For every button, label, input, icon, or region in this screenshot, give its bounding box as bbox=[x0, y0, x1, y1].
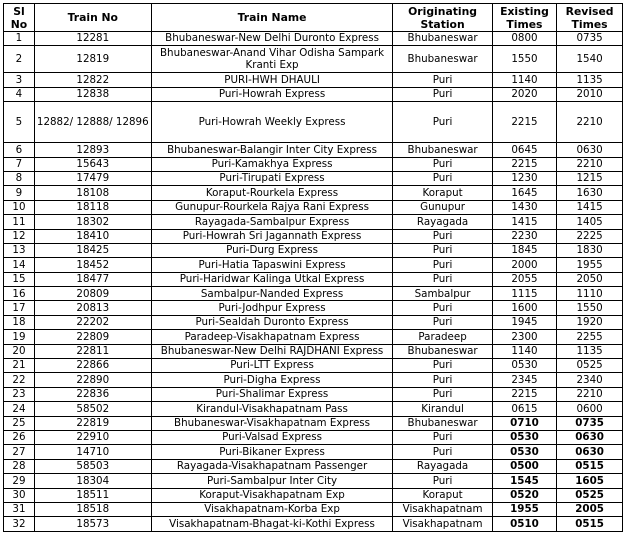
cell-train-no: 22819 bbox=[34, 416, 151, 430]
cell-sl-no: 32 bbox=[4, 517, 35, 531]
table-row bbox=[4, 430, 623, 444]
cell-existing-time: 1645 bbox=[492, 186, 556, 200]
cell-train-name: Puri-Sealdah Duronto Express bbox=[151, 315, 393, 329]
cell-train-no: 12819 bbox=[34, 46, 151, 73]
cell-train-name: Bhubaneswar-Anand Vihar Odisha Sampark Kranti Exp bbox=[151, 46, 393, 73]
cell-originating-station: Puri bbox=[393, 315, 492, 329]
table-row bbox=[4, 502, 623, 516]
cell-train-name: Puri-Tirupati Express bbox=[151, 171, 393, 185]
table-row bbox=[4, 73, 623, 87]
cell-revised-time: 0600 bbox=[557, 402, 623, 416]
cell-train-no: 58503 bbox=[34, 459, 151, 473]
cell-sl-no: 7 bbox=[4, 157, 35, 171]
cell-train-name: Koraput-Rourkela Express bbox=[151, 186, 393, 200]
cell-existing-time: 2300 bbox=[492, 330, 556, 344]
cell-revised-time: 1920 bbox=[557, 315, 623, 329]
cell-originating-station: Bhubaneswar bbox=[393, 344, 492, 358]
cell-existing-time: 1600 bbox=[492, 301, 556, 315]
cell-revised-time: 2210 bbox=[557, 102, 623, 143]
cell-originating-station: Koraput bbox=[393, 488, 492, 502]
cell-sl-no: 16 bbox=[4, 287, 35, 301]
cell-existing-time: 2230 bbox=[492, 229, 556, 243]
cell-existing-time: 1955 bbox=[492, 502, 556, 516]
cell-train-name: Puri-Jodhpur Express bbox=[151, 301, 393, 315]
cell-existing-time: 1845 bbox=[492, 243, 556, 257]
cell-train-name: Koraput-Visakhapatnam Exp bbox=[151, 488, 393, 502]
cell-sl-no: 6 bbox=[4, 143, 35, 157]
cell-train-no: 18118 bbox=[34, 200, 151, 214]
table-row bbox=[4, 87, 623, 101]
cell-train-name: PURI-HWH DHAULI bbox=[151, 73, 393, 87]
cell-originating-station: Puri bbox=[393, 229, 492, 243]
cell-sl-no: 8 bbox=[4, 171, 35, 185]
table-row bbox=[4, 459, 623, 473]
cell-train-name: Puri-Haridwar Kalinga Utkal Express bbox=[151, 272, 393, 286]
cell-train-no: 18573 bbox=[34, 517, 151, 531]
table-row bbox=[4, 200, 623, 214]
cell-existing-time: 1115 bbox=[492, 287, 556, 301]
cell-existing-time: 0520 bbox=[492, 488, 556, 502]
cell-sl-no: 1 bbox=[4, 32, 35, 46]
table-row bbox=[4, 315, 623, 329]
table-row bbox=[4, 416, 623, 430]
table-row bbox=[4, 301, 623, 315]
cell-revised-time: 2340 bbox=[557, 373, 623, 387]
table-row bbox=[4, 344, 623, 358]
cell-train-name: Rayagada-Visakhapatnam Passenger bbox=[151, 459, 393, 473]
cell-existing-time: 2215 bbox=[492, 387, 556, 401]
table-row bbox=[4, 445, 623, 459]
cell-existing-time: 0800 bbox=[492, 32, 556, 46]
cell-sl-no: 13 bbox=[4, 243, 35, 257]
cell-revised-time: 0630 bbox=[557, 430, 623, 444]
cell-train-no: 22910 bbox=[34, 430, 151, 444]
header-row bbox=[4, 4, 623, 32]
cell-train-no: 17479 bbox=[34, 171, 151, 185]
cell-train-name: Visakhapatnam-Korba Exp bbox=[151, 502, 393, 516]
header-revised-times: Revised Times bbox=[557, 4, 623, 32]
cell-sl-no: 25 bbox=[4, 416, 35, 430]
cell-train-no: 18410 bbox=[34, 229, 151, 243]
table-row bbox=[4, 186, 623, 200]
cell-sl-no: 31 bbox=[4, 502, 35, 516]
cell-revised-time: 0735 bbox=[557, 416, 623, 430]
cell-sl-no: 11 bbox=[4, 215, 35, 229]
cell-originating-station: Gunupur bbox=[393, 200, 492, 214]
cell-train-name: Puri-Digha Express bbox=[151, 373, 393, 387]
cell-train-no: 18108 bbox=[34, 186, 151, 200]
cell-revised-time: 0515 bbox=[557, 517, 623, 531]
table-row bbox=[4, 171, 623, 185]
cell-sl-no: 12 bbox=[4, 229, 35, 243]
table-row bbox=[4, 229, 623, 243]
cell-existing-time: 0645 bbox=[492, 143, 556, 157]
cell-originating-station: Puri bbox=[393, 373, 492, 387]
cell-revised-time: 2050 bbox=[557, 272, 623, 286]
cell-existing-time: 1430 bbox=[492, 200, 556, 214]
table-row bbox=[4, 102, 623, 143]
cell-train-name: Puri-Howrah Weekly Express bbox=[151, 102, 393, 143]
cell-train-name: Puri-Sambalpur Inter City bbox=[151, 474, 393, 488]
cell-revised-time: 0525 bbox=[557, 488, 623, 502]
cell-originating-station: Puri bbox=[393, 73, 492, 87]
cell-sl-no: 18 bbox=[4, 315, 35, 329]
cell-revised-time: 1135 bbox=[557, 344, 623, 358]
cell-existing-time: 1230 bbox=[492, 171, 556, 185]
cell-train-no: 12281 bbox=[34, 32, 151, 46]
cell-revised-time: 0525 bbox=[557, 359, 623, 373]
table-row bbox=[4, 46, 623, 73]
cell-originating-station: Koraput bbox=[393, 186, 492, 200]
cell-originating-station: Puri bbox=[393, 301, 492, 315]
cell-train-name: Gunupur-Rourkela Rajya Rani Express bbox=[151, 200, 393, 214]
cell-sl-no: 21 bbox=[4, 359, 35, 373]
cell-train-name: Puri-Howrah Express bbox=[151, 87, 393, 101]
cell-revised-time: 1215 bbox=[557, 171, 623, 185]
table-row bbox=[4, 373, 623, 387]
cell-sl-no: 24 bbox=[4, 402, 35, 416]
cell-train-no: 18425 bbox=[34, 243, 151, 257]
cell-train-no: 18452 bbox=[34, 258, 151, 272]
cell-sl-no: 29 bbox=[4, 474, 35, 488]
cell-sl-no: 2 bbox=[4, 46, 35, 73]
table-row bbox=[4, 330, 623, 344]
cell-existing-time: 0530 bbox=[492, 359, 556, 373]
cell-originating-station: Visakhapatnam bbox=[393, 517, 492, 531]
cell-existing-time: 1415 bbox=[492, 215, 556, 229]
header-train-no: Train No bbox=[34, 4, 151, 32]
cell-originating-station: Puri bbox=[393, 445, 492, 459]
cell-train-name: Puri-Shalimar Express bbox=[151, 387, 393, 401]
table-row bbox=[4, 143, 623, 157]
cell-originating-station: Puri bbox=[393, 387, 492, 401]
header-train-name: Train Name bbox=[151, 4, 393, 32]
cell-train-name: Puri-Hatia Tapaswini Express bbox=[151, 258, 393, 272]
cell-sl-no: 14 bbox=[4, 258, 35, 272]
cell-originating-station: Paradeep bbox=[393, 330, 492, 344]
cell-originating-station: Puri bbox=[393, 243, 492, 257]
cell-sl-no: 27 bbox=[4, 445, 35, 459]
table-row bbox=[4, 215, 623, 229]
cell-originating-station: Puri bbox=[393, 171, 492, 185]
cell-originating-station: Puri bbox=[393, 272, 492, 286]
cell-revised-time: 1405 bbox=[557, 215, 623, 229]
cell-train-name: Bhubaneswar-Visakhapatnam Express bbox=[151, 416, 393, 430]
cell-revised-time: 2005 bbox=[557, 502, 623, 516]
cell-existing-time: 2215 bbox=[492, 157, 556, 171]
cell-train-name: Paradeep-Visakhapatnam Express bbox=[151, 330, 393, 344]
cell-originating-station: Puri bbox=[393, 359, 492, 373]
cell-sl-no: 10 bbox=[4, 200, 35, 214]
cell-revised-time: 0735 bbox=[557, 32, 623, 46]
cell-revised-time: 1605 bbox=[557, 474, 623, 488]
cell-sl-no: 17 bbox=[4, 301, 35, 315]
cell-sl-no: 26 bbox=[4, 430, 35, 444]
cell-originating-station: Rayagada bbox=[393, 215, 492, 229]
cell-train-name: Sambalpur-Nanded Express bbox=[151, 287, 393, 301]
cell-train-name: Puri-LTT Express bbox=[151, 359, 393, 373]
cell-train-name: Bhubaneswar-Balangir Inter City Express bbox=[151, 143, 393, 157]
table-row bbox=[4, 243, 623, 257]
cell-existing-time: 1140 bbox=[492, 344, 556, 358]
cell-revised-time: 2225 bbox=[557, 229, 623, 243]
table-row bbox=[4, 402, 623, 416]
cell-originating-station: Bhubaneswar bbox=[393, 46, 492, 73]
cell-train-no: 12893 bbox=[34, 143, 151, 157]
cell-originating-station: Puri bbox=[393, 474, 492, 488]
cell-sl-no: 19 bbox=[4, 330, 35, 344]
cell-existing-time: 2020 bbox=[492, 87, 556, 101]
cell-sl-no: 5 bbox=[4, 102, 35, 143]
cell-train-no: 22811 bbox=[34, 344, 151, 358]
cell-originating-station: Puri bbox=[393, 258, 492, 272]
train-timings-table bbox=[3, 3, 623, 532]
cell-revised-time: 1135 bbox=[557, 73, 623, 87]
cell-existing-time: 1545 bbox=[492, 474, 556, 488]
cell-sl-no: 28 bbox=[4, 459, 35, 473]
cell-train-no: 18511 bbox=[34, 488, 151, 502]
cell-originating-station: Puri bbox=[393, 87, 492, 101]
table-row bbox=[4, 287, 623, 301]
cell-existing-time: 0615 bbox=[492, 402, 556, 416]
cell-existing-time: 0500 bbox=[492, 459, 556, 473]
table-row bbox=[4, 387, 623, 401]
cell-existing-time: 0530 bbox=[492, 445, 556, 459]
table-row bbox=[4, 488, 623, 502]
cell-sl-no: 15 bbox=[4, 272, 35, 286]
cell-revised-time: 1415 bbox=[557, 200, 623, 214]
cell-existing-time: 0510 bbox=[492, 517, 556, 531]
cell-train-name: Puri-Bikaner Express bbox=[151, 445, 393, 459]
cell-train-name: Bhubaneswar-New Delhi Duronto Express bbox=[151, 32, 393, 46]
cell-existing-time: 2215 bbox=[492, 102, 556, 143]
cell-train-no: 22866 bbox=[34, 359, 151, 373]
cell-revised-time: 2210 bbox=[557, 387, 623, 401]
header-sl-no: Sl No bbox=[4, 4, 35, 32]
cell-originating-station: Bhubaneswar bbox=[393, 32, 492, 46]
cell-sl-no: 3 bbox=[4, 73, 35, 87]
cell-sl-no: 9 bbox=[4, 186, 35, 200]
cell-existing-time: 0710 bbox=[492, 416, 556, 430]
cell-train-no: 18477 bbox=[34, 272, 151, 286]
cell-originating-station: Bhubaneswar bbox=[393, 143, 492, 157]
cell-train-no: 58502 bbox=[34, 402, 151, 416]
cell-train-no: 14710 bbox=[34, 445, 151, 459]
cell-originating-station: Puri bbox=[393, 430, 492, 444]
cell-originating-station: Puri bbox=[393, 157, 492, 171]
cell-existing-time: 1945 bbox=[492, 315, 556, 329]
cell-originating-station: Rayagada bbox=[393, 459, 492, 473]
table-row bbox=[4, 157, 623, 171]
cell-existing-time: 0530 bbox=[492, 430, 556, 444]
table-row bbox=[4, 517, 623, 531]
cell-train-no: 20809 bbox=[34, 287, 151, 301]
cell-existing-time: 2055 bbox=[492, 272, 556, 286]
cell-sl-no: 4 bbox=[4, 87, 35, 101]
cell-originating-station: Sambalpur bbox=[393, 287, 492, 301]
cell-originating-station: Kirandul bbox=[393, 402, 492, 416]
cell-revised-time: 2210 bbox=[557, 157, 623, 171]
cell-train-name: Puri-Durg Express bbox=[151, 243, 393, 257]
table-row bbox=[4, 272, 623, 286]
cell-revised-time: 1830 bbox=[557, 243, 623, 257]
header-existing-times: Existing Times bbox=[492, 4, 556, 32]
cell-revised-time: 1540 bbox=[557, 46, 623, 73]
cell-train-no: 20813 bbox=[34, 301, 151, 315]
cell-revised-time: 0515 bbox=[557, 459, 623, 473]
cell-train-name: Bhubaneswar-New Delhi RAJDHANI Express bbox=[151, 344, 393, 358]
cell-originating-station: Puri bbox=[393, 102, 492, 143]
table-row bbox=[4, 474, 623, 488]
cell-train-no: 22890 bbox=[34, 373, 151, 387]
cell-train-no: 18518 bbox=[34, 502, 151, 516]
cell-train-no: 18304 bbox=[34, 474, 151, 488]
cell-train-no: 22202 bbox=[34, 315, 151, 329]
cell-originating-station: Bhubaneswar bbox=[393, 416, 492, 430]
cell-revised-time: 1955 bbox=[557, 258, 623, 272]
cell-revised-time: 1550 bbox=[557, 301, 623, 315]
cell-train-no: 18302 bbox=[34, 215, 151, 229]
cell-train-no: 15643 bbox=[34, 157, 151, 171]
cell-train-no: 22809 bbox=[34, 330, 151, 344]
cell-existing-time: 1550 bbox=[492, 46, 556, 73]
cell-revised-time: 2255 bbox=[557, 330, 623, 344]
cell-originating-station: Visakhapatnam bbox=[393, 502, 492, 516]
cell-train-name: Puri-Howrah Sri Jagannath Express bbox=[151, 229, 393, 243]
cell-train-no: 22836 bbox=[34, 387, 151, 401]
cell-existing-time: 1140 bbox=[492, 73, 556, 87]
table-row bbox=[4, 359, 623, 373]
cell-train-name: Visakhapatnam-Bhagat-ki-Kothi Express bbox=[151, 517, 393, 531]
cell-train-no: 12822 bbox=[34, 73, 151, 87]
cell-revised-time: 0630 bbox=[557, 445, 623, 459]
cell-sl-no: 30 bbox=[4, 488, 35, 502]
cell-revised-time: 0630 bbox=[557, 143, 623, 157]
cell-sl-no: 20 bbox=[4, 344, 35, 358]
cell-train-no: 12882/ 12888/ 12896 bbox=[34, 102, 151, 143]
cell-train-name: Puri-Valsad Express bbox=[151, 430, 393, 444]
table-row bbox=[4, 258, 623, 272]
cell-train-name: Rayagada-Sambalpur Express bbox=[151, 215, 393, 229]
cell-sl-no: 23 bbox=[4, 387, 35, 401]
cell-train-name: Puri-Kamakhya Express bbox=[151, 157, 393, 171]
cell-revised-time: 1630 bbox=[557, 186, 623, 200]
table-row bbox=[4, 32, 623, 46]
header-originating-station: Originating Station bbox=[393, 4, 492, 32]
cell-sl-no: 22 bbox=[4, 373, 35, 387]
cell-existing-time: 2000 bbox=[492, 258, 556, 272]
cell-train-no: 12838 bbox=[34, 87, 151, 101]
cell-existing-time: 2345 bbox=[492, 373, 556, 387]
cell-train-name: Kirandul-Visakhapatnam Pass bbox=[151, 402, 393, 416]
cell-revised-time: 1110 bbox=[557, 287, 623, 301]
cell-revised-time: 2010 bbox=[557, 87, 623, 101]
